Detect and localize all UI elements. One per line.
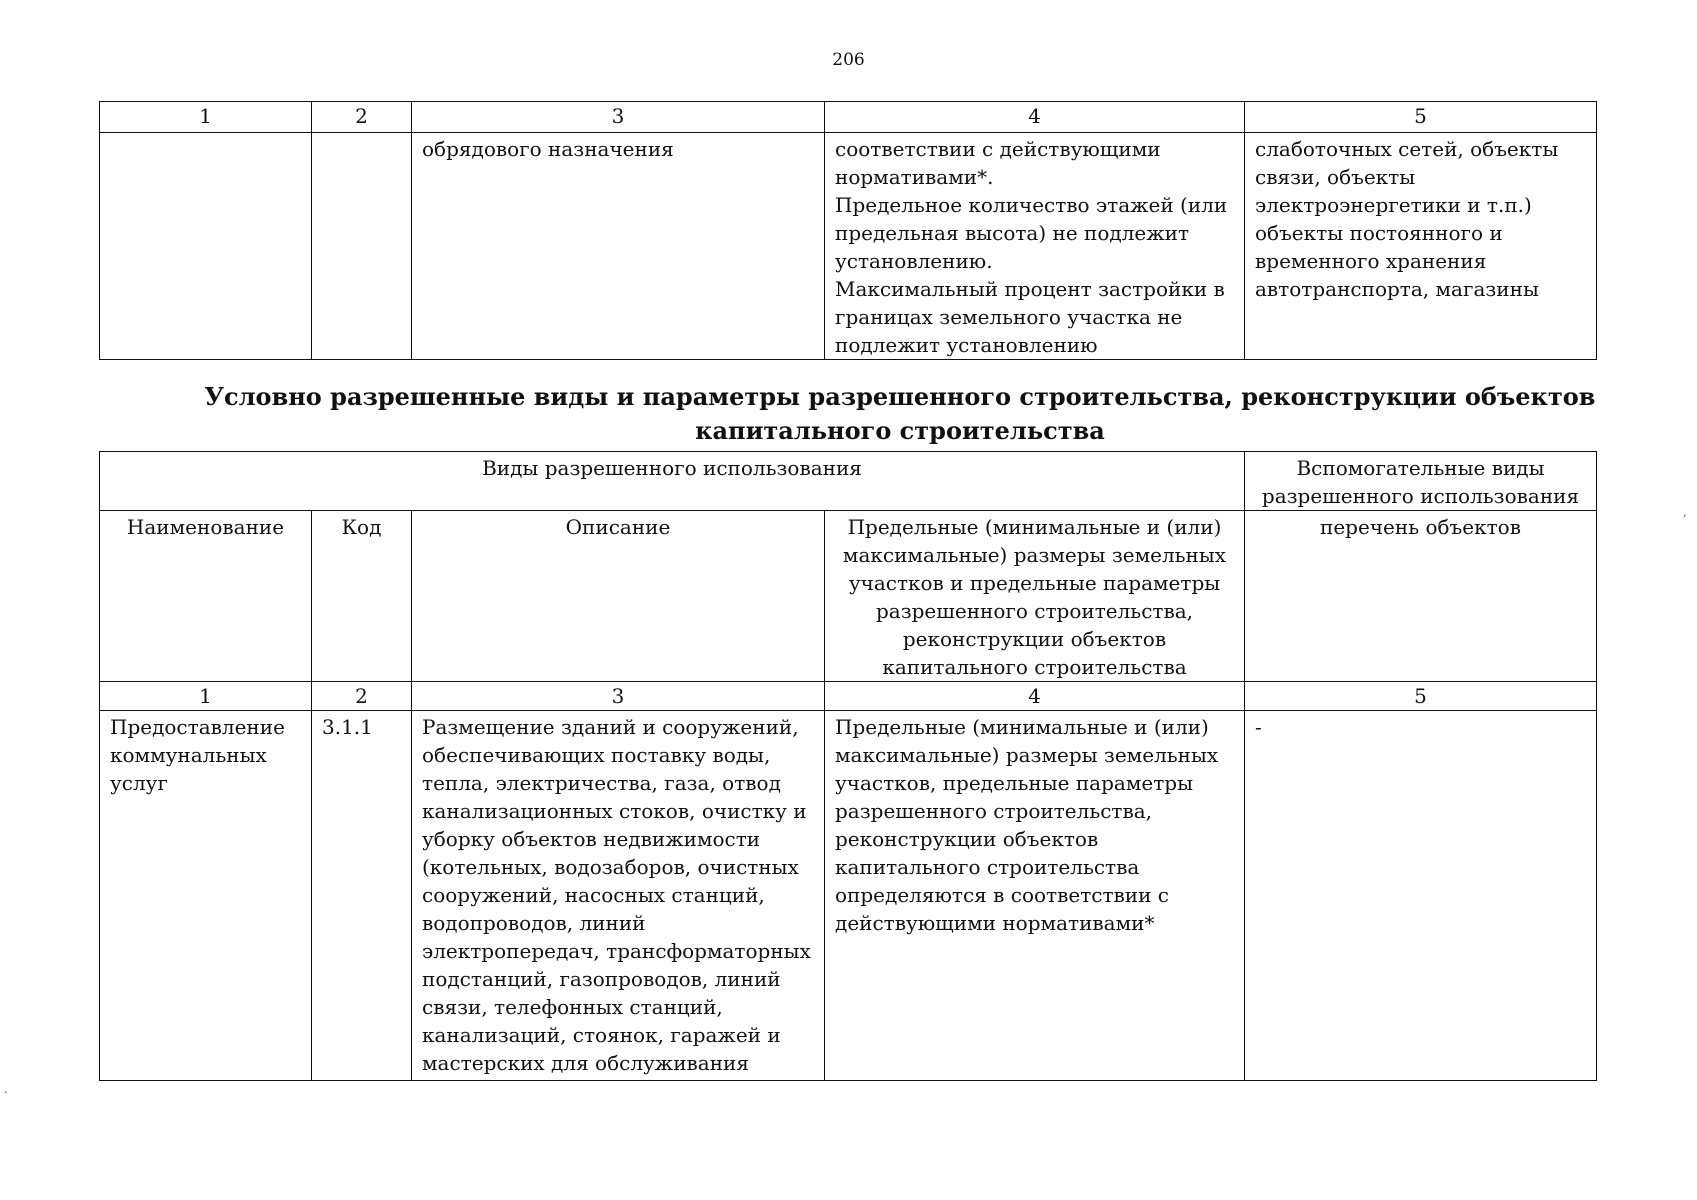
header-description: Описание [412, 511, 825, 682]
column-number-cell: 5 [1245, 682, 1597, 711]
permitted-use-table [99, 451, 1597, 1081]
continued-table [99, 101, 1597, 360]
limits-cell: соответствии с действующими нормативами*. Предельное количество этажей (или предельная высота) не подлежит установлению. Максимальный процент застройки в границах земельного участка не подлежит установлению [825, 133, 1245, 360]
name-cell [100, 133, 312, 360]
description-cell: обрядового назначения [412, 133, 825, 360]
column-header-row [100, 511, 1597, 682]
table-row [100, 133, 1597, 360]
header-name: Наименование [100, 511, 312, 682]
description-cell: Размещение зданий и сооружений, обеспечивающих поставку воды, тепла, электричества, газа, отвод канализационных стоков, очистку и уборку объектов недвижимости (котельных, водозаборов, очистных сооружений, насосных станций, водопроводов, линий электропередач, трансформаторных подстанций, газопроводов, линий связи, телефонных станций, канализаций, стоянок, гаражей и мастерских для обслуживания [412, 711, 825, 1081]
section-title: Условно разрешенные виды и параметры разрешенного строительства, реконструкции объектов капитального строительства [204, 382, 1596, 445]
objects-cell: слаботочных сетей, объекты связи, объекты электроэнергетики и т.п.) объекты постоянного и временного хранения автотранспорта, магазины [1245, 133, 1597, 360]
column-number-cell: 3 [412, 682, 825, 711]
header-code: Код [312, 511, 412, 682]
group-header-permitted-uses: Виды разрешенного использования [100, 452, 1245, 511]
column-number-row [100, 102, 1597, 133]
group-header-row [100, 452, 1597, 511]
header-limits: Предельные (минимальные и (или) максимальные) размеры земельных участков и предельные параметры разрешенного строительства, реконструкции объектов капитального строительства [825, 511, 1245, 682]
column-number-cell: 2 [312, 102, 412, 133]
column-number-cell: 4 [825, 102, 1245, 133]
column-number-cell: 1 [100, 102, 312, 133]
column-number-cell: 1 [100, 682, 312, 711]
scan-speck: , [1683, 505, 1687, 519]
code-cell [312, 133, 412, 360]
column-number-cell: 4 [825, 682, 1245, 711]
name-cell: Предоставление коммунальных услуг [100, 711, 312, 1081]
objects-cell: - [1245, 711, 1597, 1081]
column-number-cell: 5 [1245, 102, 1597, 133]
column-number-cell: 3 [412, 102, 825, 133]
column-number-row [100, 682, 1597, 711]
code-cell: 3.1.1 [312, 711, 412, 1081]
group-header-auxiliary-uses: Вспомогательные виды разрешенного использования [1245, 452, 1597, 511]
page-number: 206 [832, 50, 865, 70]
column-number-cell: 2 [312, 682, 412, 711]
limits-cell: Предельные (минимальные и (или) максимальные) размеры земельных участков, предельные параметры разрешенного строительства, реконструкции объектов капитального строительства определяются в соответствии с действующими нормативами* [825, 711, 1245, 1081]
scan-speck: . [4, 1082, 8, 1096]
table-row [100, 711, 1597, 1081]
header-objects: перечень объектов [1245, 511, 1597, 682]
